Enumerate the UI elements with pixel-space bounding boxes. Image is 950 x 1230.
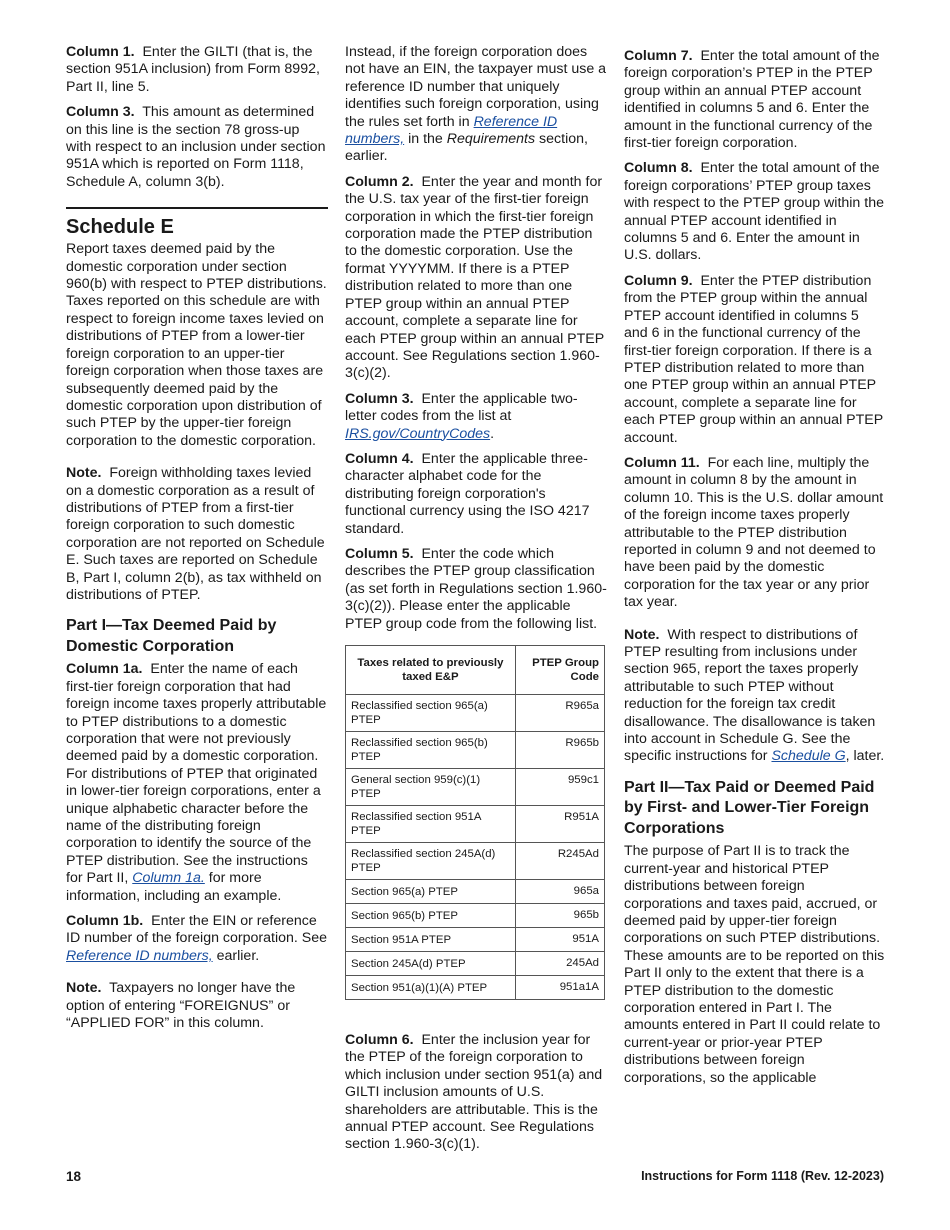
column-8-paragraph: Column 8. Enter the total amount of the foreign corporations’ PTEP group taxes with respect to the PTEP group within the annual PTEP account identified in columns 5 and 6. Enter the amount in U.S. dollars. — [624, 160, 884, 264]
table-row — [346, 769, 605, 806]
column-11-paragraph: Column 11. For each line, multiply the amount in column 8 by the amount in column 10. This is the U.S. dollar amount of the foreign income taxes properly attributable to the PTEP distribution reported in column 9 and not deemed to have been paid by the domestic corporation for the tax year or any prior tax year. — [624, 454, 884, 611]
classification-header: Taxes related to previously taxed E&P — [346, 646, 516, 695]
ptep-classification-cell: Reclassified section 965(b) PTEP — [346, 732, 516, 769]
section-divider — [66, 207, 328, 209]
ptep-code-cell: R965a — [515, 695, 604, 732]
column-3-paragraph: Column 3. This amount as determined on this line is the section 78 gross-up with respect to an inclusion under section 951A which is reported on Form 1118, Schedule A, column 3(b). — [66, 104, 326, 190]
part-2-heading: Part II—Tax Paid or Deemed Paid by First- and Lower-Tier Foreign Corporations — [624, 778, 875, 837]
schedule-e-intro: Report taxes deemed paid by the domestic corporation under section 960(b) with respect to PTEP distributions. Taxes reported on this schedule are with respect to foreign income taxes levied on distributions of PTEP from a lower-tier foreign corporation to an upper-tier foreign corporation when those taxes are subsequently deemed paid by the domestic corporation upon distribution of such PTEP by the upper-tier foreign corporation to the domestic corporation. — [66, 241, 327, 449]
code-header: PTEP Group Code — [515, 646, 604, 695]
table-row — [346, 732, 605, 769]
reference-id-link[interactable]: Reference ID numbers, — [66, 947, 213, 964]
column-1a-link[interactable]: Column 1a. — [132, 870, 205, 887]
right-column — [624, 48, 886, 1095]
ptep-code-cell: 951A — [515, 928, 604, 952]
ptep-classification-cell: Section 965(b) PTEP — [346, 904, 516, 928]
ptep-code-cell: 951a1A — [515, 976, 604, 1000]
table-row — [346, 928, 605, 952]
ptep-classification-cell: Section 951(a)(1)(A) PTEP — [346, 976, 516, 1000]
table-row — [346, 904, 605, 928]
ptep-classification-cell: Section 951A PTEP — [346, 928, 516, 952]
table-row — [346, 976, 605, 1000]
ptep-classification-cell: Reclassified section 951A PTEP — [346, 806, 516, 843]
column-9-paragraph: Column 9. Enter the PTEP distribution from the PTEP group within the annual PTEP account identified in columns 5 and 6 in the functional currency of the first-tier foreign corporation. If there is a PTEP distribution related to more than one PTEP group within an annual PTEP account, complete a separate line for each PTEP group within an annual PTEP account. — [624, 272, 883, 446]
table-row — [346, 695, 605, 732]
ptep-code-cell: R245Ad — [515, 843, 604, 880]
ptep-classification-cell: Section 245A(d) PTEP — [346, 952, 516, 976]
column-5-paragraph: Column 5. Enter the code which describes the PTEP group classification (as set forth in Regulations section 1.960-3(c)(2)). Please enter the applicable PTEP group code from the following list. — [345, 545, 607, 632]
part-2-intro: The purpose of Part II is to track the current-year and historical PTEP distributions between foreign corporations and taxes paid, accrued, or deemed paid by upper-tier foreign corporations on such PTEP distributions. These amounts are to be reported on this Part II only to the extent that there is a PTEP distribution to the domestic corporation entered in Part I. The amounts entered in Part II could relate to current-year or prior-year PTEP distributions between foreign corporations, so the applicable — [624, 843, 885, 1086]
ptep-code-cell: 965b — [515, 904, 604, 928]
footer-form-title: Instructions for Form 1118 (Rev. 12-2023) — [641, 1169, 884, 1183]
table-row — [346, 806, 605, 843]
left-column — [66, 44, 328, 1041]
ptep-code-cell: 965a — [515, 880, 604, 904]
country-codes-link[interactable]: IRS.gov/CountryCodes — [345, 425, 491, 442]
table-row — [346, 952, 605, 976]
column-1b-paragraph: Column 1b. Enter the EIN or reference ID number of the foreign corporation. See Reference ID numbers, earlier. — [66, 913, 328, 964]
column-3-paragraph: Column 3. Enter the applicable two-letter codes from the list at IRS.gov/CountryCodes. — [345, 390, 578, 442]
ptep-classification-cell: Reclassified section 245A(d) PTEP — [346, 843, 516, 880]
middle-column — [345, 44, 607, 1162]
ptep-code-cell: 245Ad — [515, 952, 604, 976]
schedule-e-heading: Schedule E — [66, 216, 174, 239]
table-row — [346, 843, 605, 880]
ptep-classification-cell: Reclassified section 965(a) PTEP — [346, 695, 516, 732]
page-number: 18 — [66, 1169, 82, 1184]
ptep-table-body — [346, 695, 605, 1000]
reference-id-paragraph: Instead, if the foreign corporation does not have an EIN, the taxpayer must use a reference ID number that uniquely identifies such foreign corporation, using the rules set forth in Reference ID numbers, in the Requirements section, earlier. — [345, 44, 607, 165]
reference-id-numbers-link[interactable]: Reference ID numbers, — [345, 113, 558, 148]
table-header-row — [346, 646, 605, 695]
ptep-code-cell: R965b — [515, 732, 604, 769]
ptep-code-cell: 959c1 — [515, 769, 604, 806]
schedule-g-link[interactable]: Schedule G — [771, 748, 846, 765]
note-section-965: Note. With respect to distributions of PTEP resulting from inclusions under section 965, report the taxes properly attributable to such PTEP without reduction for the foreign tax credit disallowance. The disallowance is taken into account in Schedule G. See the specific instructions for Schedule G, later. — [624, 626, 885, 765]
part-1-heading: Part I—Tax Deemed Paid by Domestic Corporation — [66, 617, 277, 655]
ptep-classification-cell: Section 965(a) PTEP — [346, 880, 516, 904]
ptep-code-cell: R951A — [515, 806, 604, 843]
column-2-paragraph: Column 2. Enter the year and month for the U.S. tax year of the first-tier foreign corporation in which the first-tier foreign corporation made the PTEP distribution to the domestic corporation. Use the format YYYYMM. If there is a PTEP distribution related to more than one PTEP group within an annual PTEP account, complete a separate line for each PTEP group within an annual PTEP account. See Regulations section 1.960-3(c)(2). — [345, 173, 604, 382]
column-7-paragraph: Column 7. Enter the total amount of the foreign corporation’s PTEP in the PTEP group within an annual PTEP account identified in columns 5 and 6. Enter the amount in the functional currency of the first-tier foreign corporation. — [624, 48, 880, 152]
column-6-paragraph: Column 6. Enter the inclusion year for the PTEP of the foreign corporation to which inclusion under section 951(a) and GILTI inclusion amounts of U.S. shareholders are attributable. This is the annual PTEP account. See Regulations section 1.960-3(c)(1). — [345, 1032, 603, 1153]
note-withholding: Note. Foreign withholding taxes levied on a domestic corporation as a result of distributions of PTEP from a first-tier foreign corporation to such domestic corporation are not reported on Schedule E. Such taxes are reported on Schedule B, Part I, column 2(b), as tax withheld on distributions of PTEP. — [66, 465, 325, 603]
column-1a-paragraph: Column 1a. Enter the name of each first-tier foreign corporation that had foreign income taxes properly attributable to PTEP distributions to a domestic corporation that were not previously deemed paid by a domestic corporation. For distributions of PTEP that originated in lower-tier foreign corporations, enter a unique alphabetic character before the name of the distributing foreign corporation to identify the source of the PTEP distribution. See the instructions for Part II, Column 1a. for more information, including an example. — [66, 661, 327, 904]
ptep-classification-cell: General section 959(c)(1) PTEP — [346, 769, 516, 806]
column-1-paragraph: Column 1. Enter the GILTI (that is, the section 951A inclusion) from Form 8992, Part II, line 5. — [66, 44, 320, 95]
column-4-paragraph: Column 4. Enter the applicable three-character alphabet code for the distributing foreign corporation's functional currency using the ISO 4217 standard. — [345, 450, 590, 537]
note-foreignus: Note. Taxpayers no longer have the option of entering “FOREIGNUS” or “APPLIED FOR” in this column. — [66, 980, 296, 1032]
ptep-group-code-table — [345, 645, 605, 1000]
table-row — [346, 880, 605, 904]
